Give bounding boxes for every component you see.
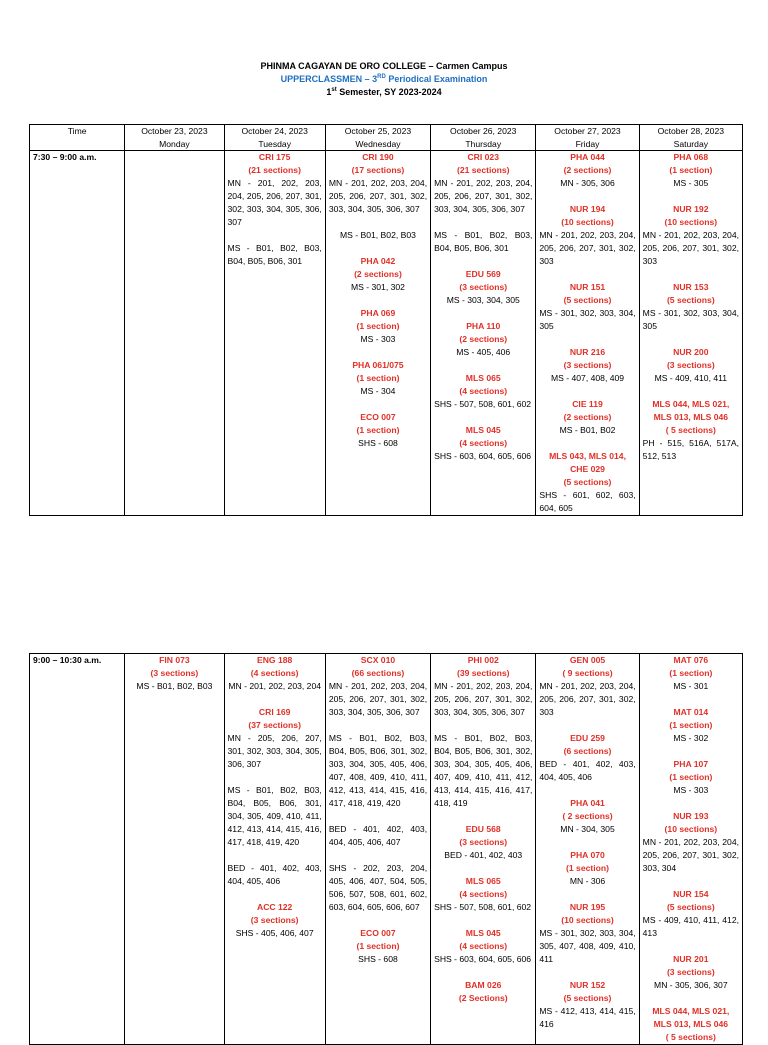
room-list: MS - 407, 408, 409 — [550, 373, 625, 383]
room-list: MN - 201, 202, 203, 204 — [228, 681, 322, 691]
course-code: PHA 107 — [673, 759, 709, 769]
section-count: (2 sections) — [354, 269, 402, 279]
course-code: EDU 569 — [465, 269, 501, 279]
section-count: (17 sections) — [351, 165, 405, 175]
room-list: MN - 306 — [569, 876, 606, 886]
exam-block — [434, 320, 532, 359]
course-code: MAT 014 — [673, 707, 709, 717]
block-spacer — [643, 268, 739, 281]
block-spacer — [329, 914, 427, 927]
room-list: MS - B01, B02, B03, B04, B05, B06, 301 — [434, 230, 533, 253]
section-count: (21 sections) — [456, 165, 510, 175]
section-count: (4 sections) — [459, 889, 508, 899]
room-list: MS - 303 — [673, 785, 709, 795]
room-list: MS - B01, B02, B03 — [339, 230, 416, 240]
room-list: MS - 302 — [673, 733, 709, 743]
block-spacer — [643, 693, 739, 706]
block-spacer — [228, 888, 322, 901]
exam-block — [329, 255, 427, 294]
course-code: ENG 188 — [256, 655, 293, 665]
exam-block — [434, 875, 532, 914]
room-list: SHS - 507, 508, 601, 602 — [434, 902, 532, 912]
course-code: PHA 110 — [466, 321, 501, 331]
room-list: MS - 304 — [360, 386, 396, 396]
exam-block — [539, 797, 635, 836]
room-list: MN - 201, 202, 203, 204, 205, 206, 207, 301, 302, 303, 304, 305, 306, 307 — [434, 681, 533, 717]
exam-block — [539, 450, 635, 515]
exam-block — [643, 203, 739, 268]
course-code: ACC 122 — [256, 902, 293, 912]
course-code: BAM 026 — [465, 980, 502, 990]
schedule-table-2 — [29, 653, 743, 1045]
exam-block — [434, 151, 532, 255]
room-list: SHS - 603, 604, 605, 606 — [434, 954, 532, 964]
block-spacer — [643, 745, 739, 758]
exam-block — [434, 372, 532, 411]
block-spacer — [434, 255, 532, 268]
section-count: (2 Sections) — [458, 993, 508, 1003]
exam-block — [329, 411, 427, 450]
course-code: PHI 002 — [467, 655, 499, 665]
room-list: SHS - 405, 406, 407 — [235, 928, 314, 938]
exam-block — [434, 927, 532, 966]
block-spacer — [329, 294, 427, 307]
course-code: CRI 023 — [467, 152, 499, 162]
section-count: (1 section) — [669, 165, 713, 175]
block-spacer — [434, 966, 532, 979]
room-list: MS - 301, 302 — [350, 282, 405, 292]
section-count: (5 sections) — [563, 295, 612, 305]
course-code: PHA 068 — [673, 152, 709, 162]
exam-block — [643, 888, 739, 940]
exam-block — [434, 823, 532, 862]
block-spacer — [643, 333, 739, 346]
section-count: (1 section) — [669, 720, 713, 730]
block-spacer — [329, 398, 427, 411]
room-spacer — [228, 229, 322, 242]
course-code: MLS 043, MLS 014, CHE 029 — [549, 451, 626, 474]
section-count: (10 sections) — [664, 217, 718, 227]
exam-block — [228, 654, 322, 693]
room-spacer — [434, 719, 532, 732]
section-count: (21 sections) — [248, 165, 301, 175]
section-count: ( 5 sections) — [665, 1032, 716, 1042]
block-spacer — [643, 797, 739, 810]
col-header-wednesday: October 25, 2023 Wednesday — [325, 125, 430, 151]
exam-block — [434, 268, 532, 307]
day-cell-friday — [536, 654, 639, 1045]
day-cell-tuesday — [224, 151, 325, 516]
col-header-tuesday: October 24, 2023 Tuesday — [224, 125, 325, 151]
exam-block — [643, 398, 739, 463]
section-count: (3 sections) — [150, 668, 199, 678]
room-list: MN - 201, 202, 203, 204, 205, 206, 207, 301, 302, 303, 304, 305, 306, 307 — [328, 681, 428, 717]
course-code: CRI 169 — [258, 707, 291, 717]
day-cell-wednesday — [325, 654, 430, 1045]
exam-block — [643, 654, 739, 693]
col-header-monday: October 23, 2023 Monday — [125, 125, 224, 151]
room-list: SHS - 507, 508, 601, 602 — [434, 399, 532, 409]
block-spacer — [539, 385, 635, 398]
course-code: NUR 195 — [569, 902, 606, 912]
exam-block — [643, 1005, 739, 1044]
table-header-row — [30, 125, 743, 151]
room-list: MN - 201, 202, 203, 204, 205, 206, 207, 301, 302, 303 — [642, 230, 739, 266]
course-code: MLS 065 — [465, 876, 501, 886]
block-spacer — [434, 359, 532, 372]
course-code: NUR 152 — [569, 980, 606, 990]
block-spacer — [539, 888, 635, 901]
section-count: (1 section) — [669, 772, 713, 782]
room-list: BED - 401, 402, 403 — [444, 850, 523, 860]
section-count: (37 sections) — [248, 720, 301, 730]
room-list: MS - B01, B02, B03, B04, B05, B06, 301, 302, 303, 304, 305, 405, 406, 407, 408, 409, 410, 411, 412, 413, 414, 415, 416, 417, 418, 419, 420 — [328, 733, 428, 808]
room-list: PH - 515, 516A, 517A, 512, 513 — [642, 438, 739, 461]
day-cell-thursday — [431, 151, 536, 516]
exam-block — [643, 151, 739, 190]
course-code: ECO 007 — [360, 928, 396, 938]
block-spacer — [434, 307, 532, 320]
section-count: (3 sections) — [666, 967, 715, 977]
section-count: (4 sections) — [250, 668, 299, 678]
section-count: (2 sections) — [563, 165, 612, 175]
room-list: MS - 409, 410, 411, 412, 413 — [642, 915, 739, 938]
room-list: SHS - 608 — [358, 954, 398, 964]
section-count: (5 sections) — [666, 902, 715, 912]
course-code: CIE 119 — [572, 399, 603, 409]
section-count: (5 sections) — [563, 477, 612, 487]
room-list: MN - 304, 305 — [560, 824, 615, 834]
course-code: PHA 070 — [570, 850, 605, 860]
room-list: MS - 303, 304, 305 — [446, 295, 520, 305]
block-spacer — [539, 836, 635, 849]
day-cell-monday — [125, 151, 224, 516]
exam-block — [434, 979, 532, 1005]
room-list: MN - 305, 306, 307 — [654, 980, 728, 990]
room-list: SHS - 603, 604, 605, 606 — [434, 451, 532, 461]
block-spacer — [643, 385, 739, 398]
exam-block — [329, 307, 427, 346]
course-code: NUR 153 — [673, 282, 709, 292]
block-spacer — [539, 719, 635, 732]
course-code: MAT 076 — [673, 655, 709, 665]
time-slot-row — [30, 151, 743, 516]
room-spacer — [329, 719, 427, 732]
course-code: FIN 073 — [159, 655, 190, 665]
course-code: MLS 045 — [465, 928, 501, 938]
course-code: ECO 007 — [360, 412, 396, 422]
room-list: SHS - 202, 203, 204, 405, 406, 407, 504, 505, 506, 507, 508, 601, 602, 603, 604, 605, 606, 607 — [328, 863, 428, 912]
room-list: MS - 301, 302, 303, 304, 305, 407, 408, 409, 410, 411 — [539, 928, 636, 964]
room-list: MS - 303 — [360, 334, 396, 344]
block-spacer — [539, 784, 635, 797]
exam-block — [539, 151, 635, 190]
section-count: (4 sections) — [459, 941, 508, 951]
course-code: SCX 010 — [360, 655, 396, 665]
block-spacer — [329, 242, 427, 255]
course-code: CRI 175 — [258, 152, 291, 162]
section-count: (39 sections) — [456, 668, 510, 678]
section-count: (10 sections) — [561, 915, 614, 925]
course-code: MLS 044, MLS 021, MLS 013, MLS 046 — [652, 1006, 730, 1029]
section-count: ( 2 sections) — [562, 811, 613, 821]
section-count: (6 sections) — [563, 746, 612, 756]
block-spacer — [643, 940, 739, 953]
course-code: CRI 190 — [362, 152, 394, 162]
semester-title: 1st Semester, SY 2023-2024 — [326, 87, 442, 97]
col-header-friday: October 27, 2023 Friday — [536, 125, 639, 151]
day-cell-saturday — [639, 151, 742, 516]
exam-block — [539, 654, 635, 719]
block-spacer — [434, 862, 532, 875]
block-spacer — [539, 333, 635, 346]
course-code: PHA 069 — [360, 308, 396, 318]
section-count: (3 sections) — [666, 360, 715, 370]
course-code: EDU 568 — [465, 824, 501, 834]
exam-block — [128, 654, 220, 693]
section-count: (3 sections) — [250, 915, 299, 925]
section-count: (3 sections) — [563, 360, 612, 370]
room-spacer — [434, 216, 532, 229]
exam-block — [329, 654, 427, 914]
room-list: MS - 301 — [673, 681, 709, 691]
room-list: MS - 305 — [673, 178, 709, 188]
exam-block — [539, 281, 635, 333]
course-code: NUR 201 — [673, 954, 709, 964]
section-count: ( 5 sections) — [665, 425, 716, 435]
section-count: (1 section) — [669, 668, 713, 678]
col-header-thursday: October 26, 2023 Thursday — [431, 125, 536, 151]
room-list: MS - 409, 410, 411 — [654, 373, 728, 383]
section-count: (1 section) — [356, 425, 400, 435]
block-spacer — [434, 914, 532, 927]
room-list: MS - 301, 302, 303, 304, 305 — [539, 308, 636, 331]
room-list: MN - 205, 206, 207, 301, 302, 303, 304, 305, 306, 307 — [227, 733, 322, 769]
col-header-saturday: October 28, 2023 Saturday — [639, 125, 742, 151]
college-title: PHINMA CAGAYAN DE ORO COLLEGE – Carmen Campus — [260, 61, 508, 71]
room-list: MN - 201, 202, 203, 204, 205, 206, 207, 301, 302, 303 — [539, 230, 636, 266]
exam-block — [228, 901, 322, 940]
room-list: MS - B01, B02 — [559, 425, 616, 435]
course-code: NUR 151 — [569, 282, 606, 292]
section-count: (5 sections) — [563, 993, 612, 1003]
room-list: MN - 201, 202, 203, 204, 205, 206, 207, 301, 302, 303, 304, 305, 306, 307 — [227, 178, 322, 227]
course-code: PHA 061/075 — [352, 360, 404, 370]
exam-block — [329, 927, 427, 966]
exam-block — [643, 346, 739, 385]
section-count: (66 sections) — [351, 668, 405, 678]
schedule-table-1 — [29, 124, 743, 516]
exam-block — [539, 203, 635, 268]
document-header — [0, 60, 768, 99]
exam-block — [643, 953, 739, 992]
block-spacer — [434, 810, 532, 823]
section-count: (1 section) — [356, 373, 400, 383]
exam-block — [329, 151, 427, 242]
block-spacer — [539, 268, 635, 281]
course-code: PHA 041 — [570, 798, 605, 808]
block-spacer — [539, 966, 635, 979]
section-count: (2 sections) — [563, 412, 612, 422]
day-cell-wednesday — [325, 151, 430, 516]
course-code: NUR 154 — [673, 889, 709, 899]
room-spacer — [329, 216, 427, 229]
room-list: MS - B01, B02, B03 — [136, 681, 213, 691]
room-spacer — [228, 771, 322, 784]
time-slot-row — [30, 654, 743, 1045]
section-count: (5 sections) — [666, 295, 715, 305]
day-cell-tuesday — [224, 654, 325, 1045]
room-list: MS - B01, B02, B03, B04, B05, B06, 301, 304, 305, 409, 410, 411, 412, 413, 414, 415, 416, 417, 418, 419, 420 — [227, 785, 322, 847]
exam-block — [539, 901, 635, 966]
day-cell-monday — [125, 654, 224, 1045]
block-spacer — [539, 190, 635, 203]
course-code: NUR 216 — [569, 347, 606, 357]
section-count: (3 sections) — [459, 282, 508, 292]
exam-block — [643, 281, 739, 333]
day-cell-thursday — [431, 654, 536, 1045]
section-count: (2 sections) — [459, 334, 508, 344]
exam-block — [539, 849, 635, 888]
room-list: MS - 301, 302, 303, 304, 305 — [642, 308, 739, 331]
section-count: (1 section) — [356, 941, 400, 951]
section-count: (4 sections) — [459, 438, 508, 448]
section-count: (3 sections) — [459, 837, 508, 847]
block-spacer — [539, 437, 635, 450]
day-cell-friday — [536, 151, 639, 516]
section-count: (10 sections) — [664, 824, 718, 834]
course-code: NUR 193 — [673, 811, 709, 821]
time-cell: 9:00 – 10:30 a.m. — [30, 654, 125, 1045]
room-list: BED - 401, 402, 403, 404, 405, 406 — [539, 759, 636, 782]
course-code: MLS 045 — [465, 425, 501, 435]
block-spacer — [329, 346, 427, 359]
room-list: MN - 201, 202, 203, 204, 205, 206, 207, 301, 302, 303, 304 — [642, 837, 739, 873]
room-list: MS - 405, 406 — [456, 347, 511, 357]
exam-block — [228, 151, 322, 268]
course-code: PHA 042 — [360, 256, 396, 266]
room-list: SHS - 601, 602, 603, 604, 605 — [539, 490, 636, 513]
section-count: (4 sections) — [459, 386, 508, 396]
block-spacer — [228, 693, 322, 706]
section-count: (1 section) — [566, 863, 609, 873]
section-count: (10 sections) — [561, 217, 614, 227]
room-list: MN - 201, 202, 203, 204, 205, 206, 207, 301, 302, 303, 304, 305, 306, 307 — [328, 178, 428, 214]
section-count: ( 9 sections) — [562, 668, 613, 678]
exam-block — [539, 346, 635, 385]
exam-title: UPPERCLASSMEN – 3RD Periodical Examination — [280, 74, 488, 84]
room-list: BED - 401, 402, 403, 404, 405, 406, 407 — [328, 824, 428, 847]
exam-block — [434, 424, 532, 463]
exam-block — [643, 758, 739, 797]
exam-block — [228, 706, 322, 888]
course-code: NUR 194 — [569, 204, 606, 214]
room-list: MN - 305, 306 — [560, 178, 615, 188]
course-code: EDU 259 — [570, 733, 605, 743]
block-spacer — [643, 875, 739, 888]
course-code: MLS 065 — [465, 373, 501, 383]
course-code: GEN 005 — [569, 655, 606, 665]
exam-block — [643, 706, 739, 745]
room-list: MS - 412, 413, 414, 415, 416 — [539, 1006, 636, 1029]
room-spacer — [228, 849, 322, 862]
room-list: MN - 201, 202, 203, 204, 205, 206, 207, 301, 302, 303, 304, 305, 306, 307 — [434, 178, 533, 214]
block-spacer — [643, 190, 739, 203]
room-list: SHS - 608 — [358, 438, 398, 448]
course-code: NUR 192 — [673, 204, 709, 214]
room-list: MS - B01, B02, B03, B04, B05, B06, 301, 302, 303, 304, 305, 405, 406, 407, 409, 410, 411, 412, 413, 414, 415, 416, 417, 418, 419 — [434, 733, 533, 808]
exam-block — [539, 732, 635, 784]
col-header-time: Time — [30, 125, 125, 151]
room-list: BED - 401, 402, 403, 404, 405, 406 — [227, 863, 322, 886]
course-code: PHA 044 — [570, 152, 605, 162]
room-list: MS - B01, B02, B03, B04, B05, B06, 301 — [227, 243, 322, 266]
exam-block — [329, 359, 427, 398]
exam-block — [539, 979, 635, 1031]
exam-block — [434, 654, 532, 810]
course-code: NUR 200 — [673, 347, 709, 357]
room-spacer — [329, 849, 427, 862]
section-count: (1 section) — [356, 321, 400, 331]
exam-block — [539, 398, 635, 437]
time-cell: 7:30 – 9:00 a.m. — [30, 151, 125, 516]
room-spacer — [329, 810, 427, 823]
course-code: MLS 044, MLS 021, MLS 013, MLS 046 — [652, 399, 730, 422]
room-list: MN - 201, 202, 203, 204, 205, 206, 207, 301, 302, 303 — [539, 681, 636, 717]
block-spacer — [434, 411, 532, 424]
day-cell-saturday — [639, 654, 742, 1045]
block-spacer — [643, 992, 739, 1005]
exam-block — [643, 810, 739, 875]
